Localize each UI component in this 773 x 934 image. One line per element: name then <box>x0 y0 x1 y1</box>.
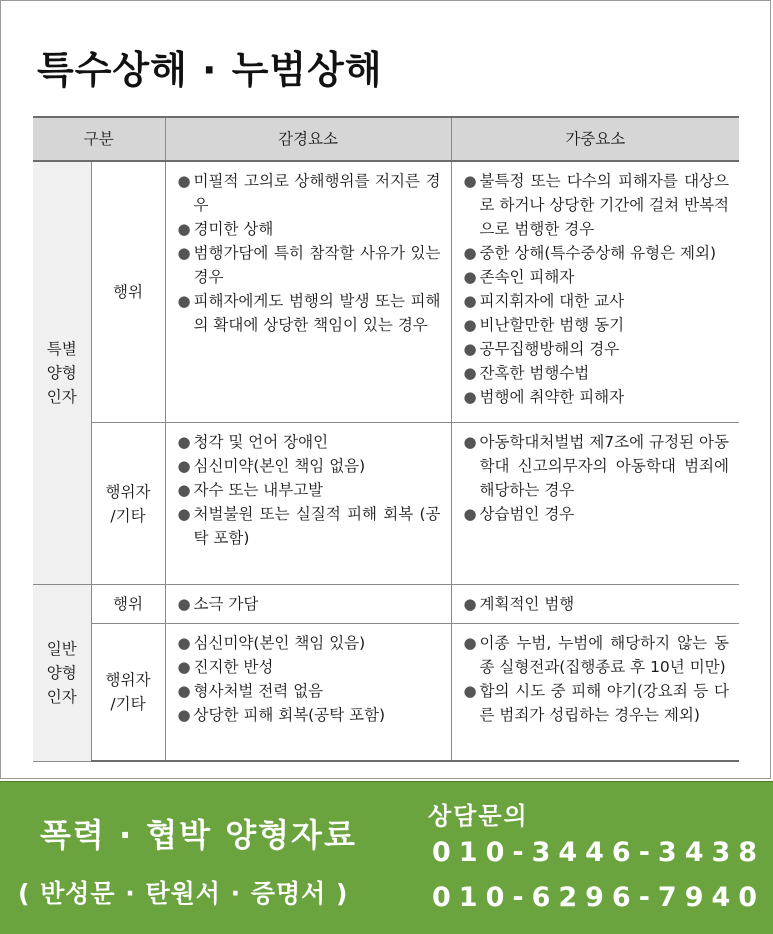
list-item <box>178 655 441 679</box>
bullet-list <box>464 430 730 526</box>
list-item-text: 계획적인 범행 <box>479 595 575 613</box>
cell-general-actor-aggravating <box>451 624 739 762</box>
group-general-factors: 일반 양형 인자 <box>33 585 91 762</box>
cell-special-actor-aggravating <box>451 423 739 585</box>
list-item <box>178 217 441 241</box>
sub-actor: 행위자 /기타 <box>91 423 165 585</box>
bullet-dot-icon: ● <box>177 457 191 475</box>
list-item <box>464 592 730 616</box>
list-item-text: 피지휘자에 대한 교사 <box>479 292 625 310</box>
bullet-list <box>178 169 441 337</box>
bullet-dot-icon: ● <box>463 268 477 286</box>
bullet-dot-icon: ● <box>177 481 191 499</box>
list-item <box>178 679 441 703</box>
bullet-dot-icon: ● <box>177 220 191 238</box>
table-header-row <box>33 117 739 161</box>
bullet-dot-icon: ● <box>177 658 191 676</box>
list-item <box>178 430 441 454</box>
bullet-dot-icon: ● <box>177 172 191 190</box>
bullet-list <box>464 631 730 727</box>
list-item-text: 진지한 반성 <box>193 658 274 676</box>
list-item-text: 피해자에게도 범행의 발생 또는 피해의 확대에 상당한 책임이 있는 경우 <box>193 292 441 334</box>
bullet-dot-icon: ● <box>463 292 477 310</box>
list-item-text: 존속인 피해자 <box>479 268 575 286</box>
list-item <box>178 631 441 655</box>
list-item <box>464 385 730 409</box>
list-item <box>464 361 730 385</box>
list-item-text: 중한 상해(특수중상해 유형은 제외) <box>479 244 717 262</box>
banner-title: 폭력 · 협박 양형자료 <box>40 816 357 854</box>
list-item <box>178 703 441 727</box>
list-item-text: 아동학대처벌법 제7조에 규정된 아동학대 신고의무자의 아동학대 범죄에 해당하는 경우 <box>479 433 730 499</box>
bullet-dot-icon: ● <box>463 364 477 382</box>
bullet-list <box>178 631 441 727</box>
bullet-dot-icon: ● <box>177 595 191 613</box>
list-item <box>464 430 730 502</box>
list-item-text: 청각 및 언어 장애인 <box>193 433 329 451</box>
list-item-text: 범행에 취약한 피해자 <box>479 388 625 406</box>
list-item-text: 경미한 상해 <box>193 220 274 238</box>
list-item <box>178 169 441 217</box>
cell-general-act-aggravating <box>451 585 739 624</box>
list-item-text: 합의 시도 중 피해 야기(강요죄 등 다른 범죄가 성립하는 경우는 제외) <box>479 682 730 724</box>
list-item-text: 상당한 피해 회복(공탁 포함) <box>193 706 386 724</box>
bullet-dot-icon: ● <box>463 505 477 523</box>
list-item-text: 심신미약(본인 책임 없음) <box>193 457 366 475</box>
list-item <box>464 313 730 337</box>
list-item-text: 이종 누범, 누범에 해당하지 않는 동종 실형전과(집행종료 후 10년 미만) <box>479 634 730 676</box>
bullet-dot-icon: ● <box>463 316 477 334</box>
list-item <box>178 592 441 616</box>
sub-act: 행위 <box>91 585 165 624</box>
list-item-text: 처벌불원 또는 실질적 피해 회복 (공탁 포함) <box>193 505 441 547</box>
bullet-list <box>178 430 441 550</box>
cell-general-act-mitigating <box>165 585 451 624</box>
bullet-list <box>464 169 730 409</box>
bullet-dot-icon: ● <box>463 172 477 190</box>
list-item <box>464 679 730 727</box>
list-item <box>178 241 441 289</box>
list-item <box>464 265 730 289</box>
list-item-text: 범행가담에 특히 참작할 사유가 있는 경우 <box>193 244 441 286</box>
sub-actor: 행위자 /기타 <box>91 624 165 762</box>
list-item <box>464 631 730 679</box>
table-row <box>33 585 739 624</box>
group-special-factors: 특별 양형 인자 <box>33 161 91 585</box>
page-title: 특수상해 · 누범상해 <box>37 48 383 92</box>
bullet-dot-icon: ● <box>463 595 477 613</box>
table-row <box>33 423 739 585</box>
list-item <box>464 169 730 241</box>
bullet-dot-icon: ● <box>177 706 191 724</box>
bullet-dot-icon: ● <box>463 340 477 358</box>
bullet-dot-icon: ● <box>177 634 191 652</box>
cell-special-act-mitigating <box>165 161 451 423</box>
list-item-text: 자수 또는 내부고발 <box>193 481 324 499</box>
table-row <box>33 624 739 762</box>
bullet-dot-icon: ● <box>463 433 477 451</box>
bullet-dot-icon: ● <box>463 634 477 652</box>
bullet-list <box>464 592 730 616</box>
list-item <box>178 502 441 550</box>
list-item-text: 심신미약(본인 책임 있음) <box>193 634 366 652</box>
header-category: 구분 <box>33 117 165 161</box>
list-item-text: 공무집행방해의 경우 <box>479 340 620 358</box>
list-item-text: 잔혹한 범행수법 <box>479 364 590 382</box>
sentencing-factors-table <box>33 116 739 762</box>
cell-general-actor-mitigating <box>165 624 451 762</box>
bullet-list <box>178 592 441 616</box>
cell-special-actor-mitigating <box>165 423 451 585</box>
table-row <box>33 161 739 423</box>
list-item <box>464 289 730 313</box>
list-item <box>178 478 441 502</box>
bullet-dot-icon: ● <box>177 505 191 523</box>
list-item-text: 미필적 고의로 상해행위를 저지른 경우 <box>193 172 441 214</box>
list-item <box>464 502 730 526</box>
contact-label: 상담문의 <box>428 802 529 830</box>
list-item <box>464 337 730 361</box>
bullet-dot-icon: ● <box>177 433 191 451</box>
bullet-dot-icon: ● <box>463 682 477 700</box>
bullet-dot-icon: ● <box>177 244 191 262</box>
bullet-dot-icon: ● <box>177 292 191 310</box>
list-item-text: 상습범인 경우 <box>479 505 575 523</box>
contact-banner <box>0 781 773 934</box>
phone-number-1[interactable]: 010-3446-3438 <box>432 837 766 868</box>
list-item <box>464 241 730 265</box>
list-item-text: 불특정 또는 다수의 피해자를 대상으로 하거나 상당한 기간에 걸쳐 반복적으로 범행한 경우 <box>479 172 730 238</box>
header-mitigating: 감경요소 <box>165 117 451 161</box>
sub-act: 행위 <box>91 161 165 423</box>
list-item-text: 소극 가담 <box>193 595 259 613</box>
header-aggravating: 가중요소 <box>451 117 739 161</box>
phone-number-2[interactable]: 010-6296-7940 <box>432 882 766 913</box>
list-item-text: 비난할만한 범행 동기 <box>479 316 625 334</box>
list-item <box>178 454 441 478</box>
banner-subtitle: ( 반성문 · 탄원서 · 증명서 ) <box>18 879 349 908</box>
list-item-text: 형사처벌 전력 없음 <box>193 682 324 700</box>
list-item <box>178 289 441 337</box>
bullet-dot-icon: ● <box>463 244 477 262</box>
bullet-dot-icon: ● <box>463 388 477 406</box>
cell-special-act-aggravating <box>451 161 739 423</box>
bullet-dot-icon: ● <box>177 682 191 700</box>
